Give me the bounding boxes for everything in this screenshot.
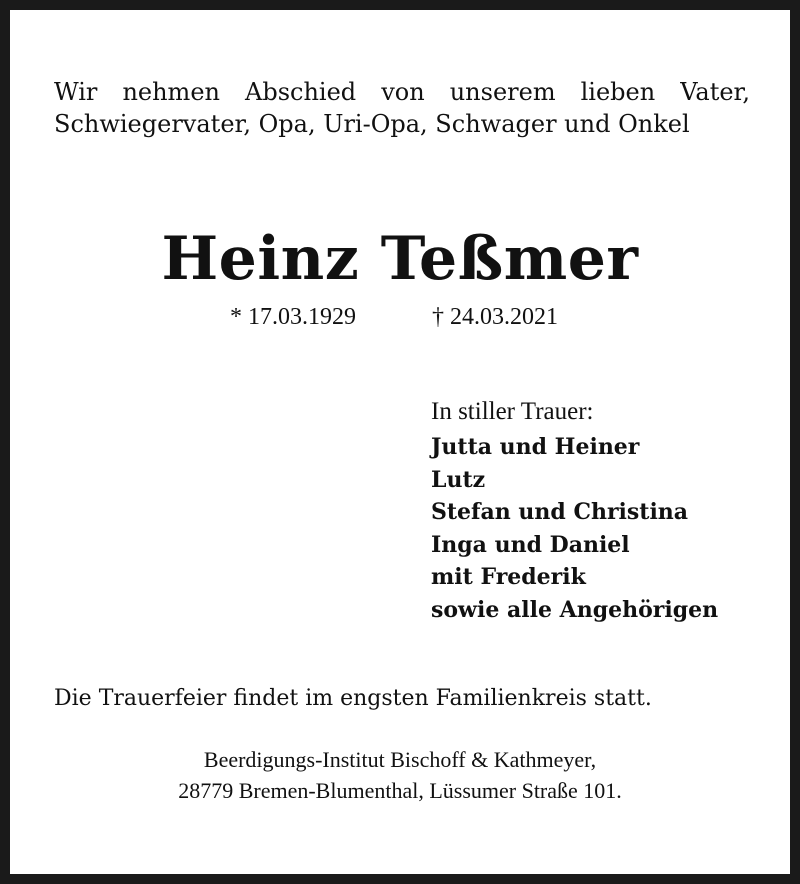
mourner-name: Lutz (431, 466, 486, 493)
mourners-label: In stiller Trauer: (431, 398, 594, 425)
death-date: † 24.03.2021 (432, 304, 558, 330)
undertaker-info (10, 744, 790, 806)
undertaker-name: Beerdigungs-Institut Bischoff & Kathmeyer, (203, 747, 597, 772)
intro-line-2: Schwiegervater, Opa, Uri-Opa, Schwager und Onkel (54, 110, 690, 138)
mourner-name: mit Frederik (431, 564, 586, 591)
undertaker-address: 28779 Bremen-Blumenthal, Lüssumer Straße 101. (178, 778, 622, 803)
mourner-list (431, 431, 791, 627)
mourner-name: Inga und Daniel (431, 531, 630, 558)
funeral-note: Die Trauerfeier findet im engsten Familienkreis statt. (54, 686, 652, 711)
deceased-name: Heinz Teßmer (161, 224, 639, 294)
mourners-block (431, 396, 791, 627)
intro-line-1: Wir nehmen Abschied von unserem lieben Vater, (54, 78, 750, 106)
mourner-name: Stefan und Christina (431, 499, 689, 526)
birth-date: * 17.03.1929 (230, 304, 356, 330)
intro-text (54, 76, 750, 140)
mourner-name: sowie alle Angehörigen (431, 596, 719, 623)
mourner-name: Jutta und Heiner (431, 434, 640, 460)
